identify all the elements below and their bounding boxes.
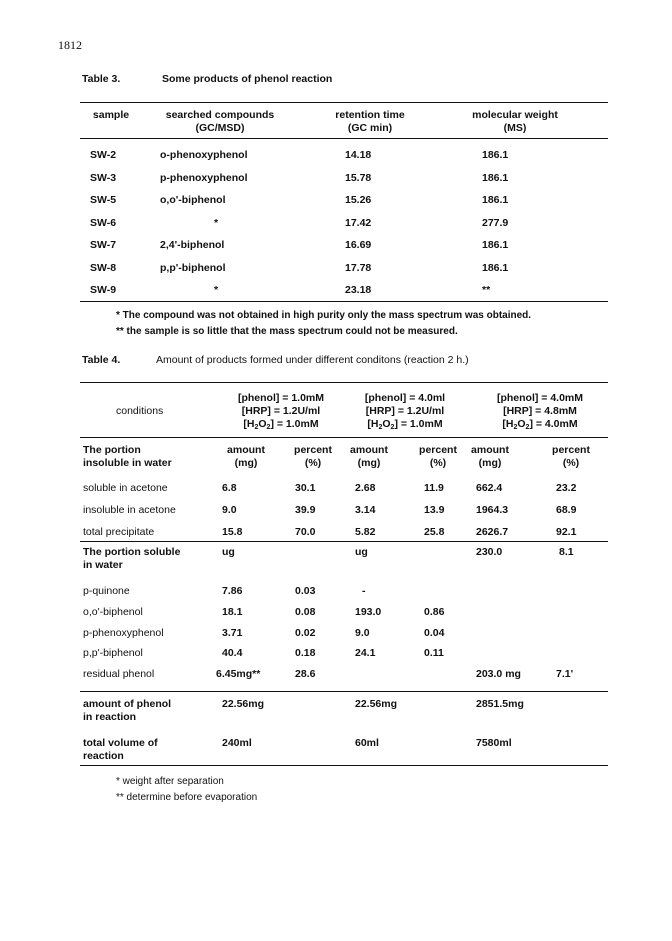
t4-sec2-label: o,o'-biphenol — [83, 605, 143, 618]
t4-sec2-amount-1: 18.1 — [222, 605, 243, 618]
t4-sec1-amount-2: 3.14 — [355, 504, 376, 516]
table3-title: Some products of phenol reaction — [162, 73, 333, 85]
t3-retention-time: 14.18 — [345, 149, 372, 161]
t3-retention-time: 17.42 — [345, 216, 372, 229]
t4-sec2-percent-2: 0.86 — [424, 605, 445, 618]
t4-total-volume-1: 240ml — [222, 737, 252, 749]
table4-title: Amount of products formed under different conditons (reaction 2 h.) — [156, 354, 469, 366]
table3-label: Table 3. — [82, 73, 121, 85]
t4-sec2-amount-1: 40.4 — [222, 647, 243, 660]
t3-header-sample: sample — [92, 109, 130, 121]
t4-amount-header-1: amount (mg) — [227, 444, 265, 469]
t4-total-volume-2: 60ml — [355, 737, 379, 749]
t4-sec2-label: The portion soluble in water — [83, 546, 181, 571]
table4-footnote-2: ** determine before evaporation — [116, 792, 258, 803]
page-number: 1812 — [58, 38, 82, 52]
t4-sec1-amount-2: 2.68 — [355, 482, 376, 494]
t3-retention-time: 15.26 — [345, 194, 372, 206]
t4-sec2-percent-2: 0.04 — [424, 626, 445, 639]
t4-sec2-percent-3: 8.1 — [559, 546, 574, 558]
t4-sec1-amount-1: 6.8 — [222, 482, 237, 494]
t4-sec1-percent-2: 13.9 — [424, 504, 445, 516]
t3-compound: * — [214, 284, 219, 296]
t4-sec1-amount-1: 9.0 — [222, 504, 237, 516]
t4-percent-header-2: percent (%) — [419, 444, 457, 469]
t3-compound: p-phenoxyphenol — [160, 171, 248, 184]
h2o2-conc-3: $[H_2O_2] = 4.0mM$ — [502, 418, 578, 431]
t4-sec1-percent-3: 68.9 — [556, 504, 577, 516]
t3-header-compounds: searched compounds (GC/MSD) — [165, 109, 275, 134]
t3-molecular-weight: 186.1 — [482, 149, 509, 161]
t4-sec2-amount-1: 6.45mg** — [216, 668, 261, 681]
t4-sec2-label: p,p'-biphenol — [83, 647, 143, 660]
t4-sec2-amount-2: - — [362, 585, 366, 597]
t4-sec1-amount-2: 5.82 — [355, 526, 376, 538]
t4-sec2-label: residual phenol — [83, 668, 155, 681]
t4-sec2-amount-3: 230.0 — [476, 546, 503, 558]
t4-sec1-amount-3: 1964.3 — [476, 504, 509, 516]
t4-sec2-label: p-quinone — [83, 585, 130, 597]
t3-sample: SW-2 — [90, 149, 117, 161]
table4-top-rule — [80, 382, 608, 383]
h2o2-conc-2: $[H_2O_2] = 1.0mM$ — [367, 418, 443, 431]
t4-sec2-amount-2: 24.1 — [355, 647, 376, 660]
t3-retention-time: 23.18 — [345, 284, 372, 296]
h2o2-conc-1: $[H_2O_2] = 1.0mM$ — [243, 418, 319, 431]
t4-sec2-unit-1: ug — [222, 546, 235, 558]
t4-condition-set-2: [phenol] = 4.0ml [HRP] = 1.2U/ml $[H_2O_2] = 1.0mM$ — [350, 392, 460, 434]
t4-sec2-percent-1: 0.03 — [295, 585, 316, 597]
t4-amount-phenol-label: amount of phenol in reaction — [83, 698, 172, 723]
t4-total-volume-3: 7580ml — [476, 737, 512, 749]
t4-sec2-amount-1: 7.86 — [222, 585, 243, 597]
table4-footnote-1: * weight after separation — [116, 776, 224, 787]
t4-amount-header-3: amount (mg) — [471, 444, 509, 469]
t4-condition-set-3: [phenol] = 4.0mM [HRP] = 4.8mM $[H_2O_2] = 4.0mM$ — [480, 392, 600, 434]
table3-header-rule — [80, 138, 608, 139]
t3-sample: SW-8 — [90, 261, 117, 274]
t4-sec2-percent-1: 0.08 — [295, 605, 316, 618]
t4-sec1-label: insoluble in acetone — [83, 504, 176, 516]
t3-compound: p,p'-biphenol — [160, 261, 226, 274]
t3-sample: SW-9 — [90, 284, 117, 296]
t4-sec1-label: soluble in acetone — [83, 482, 168, 494]
t4-sec1-percent-2: 11.9 — [424, 482, 444, 494]
t4-sec2-percent-1: 0.18 — [295, 647, 316, 660]
t4-sec1-label: The portion insoluble in water — [83, 444, 172, 469]
t4-sec2-amount-2: 193.0 — [355, 605, 382, 618]
t4-sec1-percent-1: 39.9 — [295, 504, 316, 516]
table3-top-rule — [80, 102, 608, 103]
t4-sec2-amount-3: 203.0 mg — [476, 668, 521, 681]
t3-molecular-weight: 186.1 — [482, 194, 509, 206]
t3-sample: SW-3 — [90, 171, 117, 184]
t4-sec2-percent-2: 0.11 — [424, 647, 444, 660]
t4-sec1-percent-3: 23.2 — [556, 482, 577, 494]
t4-sec1-label: total precipitate — [83, 526, 155, 538]
t3-retention-time: 15.78 — [345, 171, 372, 184]
t3-retention-time: 17.78 — [345, 261, 372, 274]
t3-molecular-weight: ** — [482, 284, 491, 296]
table4-label: Table 4. — [82, 354, 121, 366]
t4-sec2-percent-1: 0.02 — [295, 626, 316, 639]
t4-sec1-amount-3: 2626.7 — [476, 526, 509, 538]
t4-sec1-amount-1: 15.8 — [222, 526, 243, 538]
t4-sec1-amount-3: 662.4 — [476, 482, 503, 494]
table4-bottom-rule — [80, 765, 608, 766]
t4-sec2-amount-2: 9.0 — [355, 626, 370, 639]
t4-sec1-percent-1: 30.1 — [295, 482, 316, 494]
t4-sec2-percent-1: 28.6 — [295, 668, 316, 681]
t3-compound: o-phenoxyphenol — [160, 149, 248, 161]
t3-header-retention: retention time (GC min) — [335, 109, 405, 134]
t4-sec1-percent-2: 25.8 — [424, 526, 445, 538]
t4-amount-phenol-2: 22.56mg — [355, 698, 398, 710]
t4-sec1-percent-3: 92.1 — [556, 526, 577, 538]
t3-compound: * — [214, 216, 219, 229]
t3-molecular-weight: 277.9 — [482, 216, 509, 229]
t3-molecular-weight: 186.1 — [482, 239, 509, 251]
t4-amount-phenol-3: 2851.5mg — [476, 698, 524, 710]
t4-amount-header-2: amount (mg) — [350, 444, 388, 469]
t3-sample: SW-7 — [90, 239, 117, 251]
t4-total-volume-label: total volume of reaction — [83, 737, 158, 762]
t4-sec2-percent-3: 7.1' — [556, 668, 574, 681]
t4-amount-phenol-1: 22.56mg — [222, 698, 265, 710]
t4-sec2-unit-2: ug — [355, 546, 368, 558]
table3-note-2: ** the sample is so little that the mass spectrum could not be measured. — [116, 326, 458, 337]
t3-molecular-weight: 186.1 — [482, 171, 509, 184]
t3-sample: SW-6 — [90, 216, 117, 229]
t4-sec2-amount-1: 3.71 — [222, 626, 243, 639]
t3-sample: SW-5 — [90, 194, 117, 206]
t4-sec2-rule — [80, 691, 608, 692]
t4-conditions-label: conditions — [116, 405, 164, 417]
t3-header-molweight: molecular weight (MS) — [472, 109, 558, 134]
t3-compound: o,o'-biphenol — [160, 194, 226, 206]
t4-sec1-percent-1: 70.0 — [295, 526, 316, 538]
t4-sec1-rule — [80, 541, 608, 542]
t4-condition-set-1: [phenol] = 1.0mM [HRP] = 1.2U/ml $[H_2O_2] = 1.0mM$ — [226, 392, 336, 434]
t3-retention-time: 16.69 — [345, 239, 372, 251]
t3-molecular-weight: 186.1 — [482, 261, 509, 274]
t4-sec2-label: p-phenoxyphenol — [83, 626, 164, 639]
t4-percent-header-1: percent (%) — [294, 444, 332, 469]
table4-header-rule — [80, 437, 608, 438]
table3-bottom-rule — [80, 301, 608, 302]
table3-note-1: * The compound was not obtained in high purity only the mass spectrum was obtained. — [116, 310, 532, 321]
t3-compound: 2,4'-biphenol — [160, 239, 225, 251]
t4-percent-header-3: percent (%) — [552, 444, 590, 469]
